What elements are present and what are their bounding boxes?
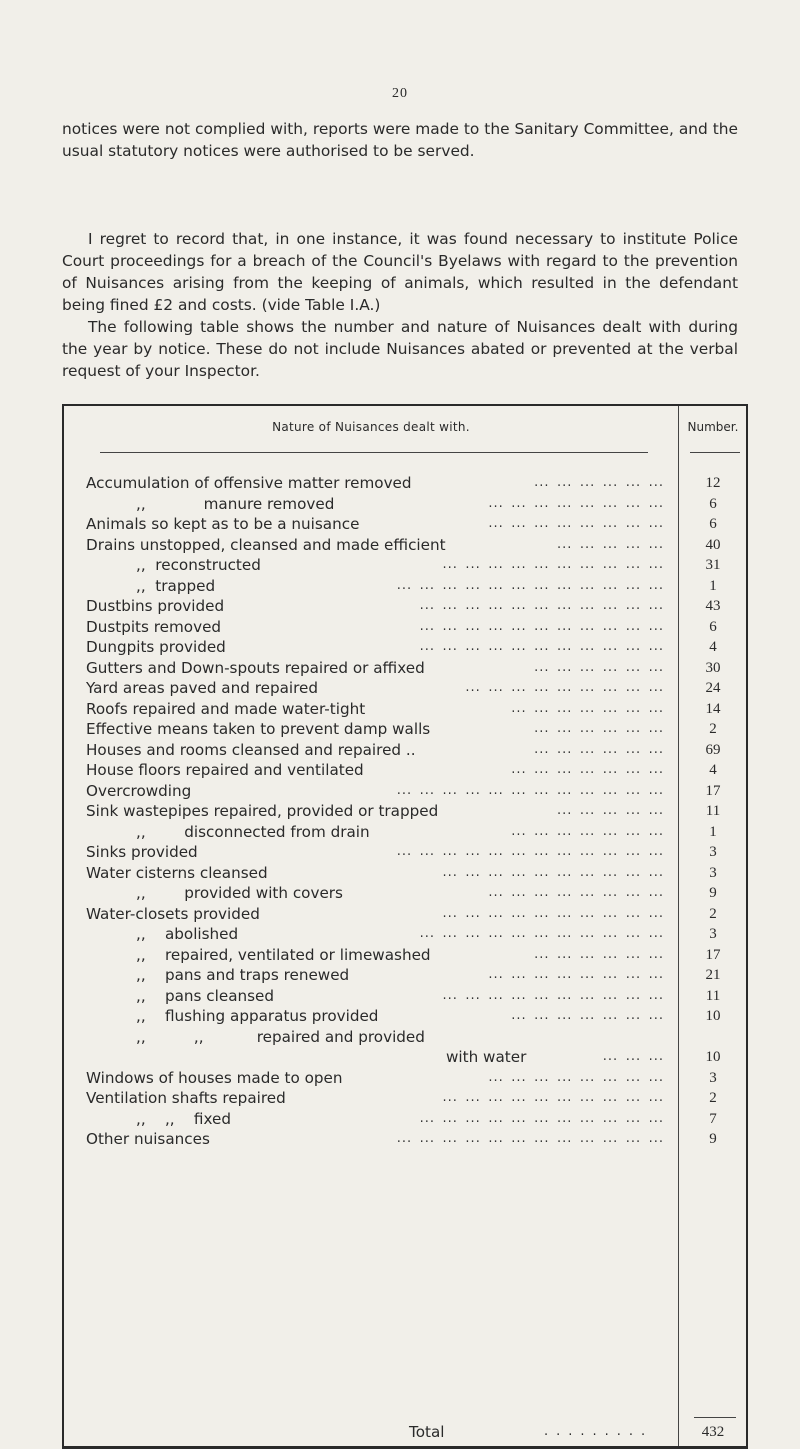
leader-dots: ... ... ... ... ... ... ... — [511, 823, 664, 839]
row-value: 69 — [705, 741, 721, 758]
row-label — [136, 1027, 670, 1048]
row-value: 11 — [705, 803, 721, 819]
row-label-text: Accumulation of offensive matter removed — [86, 474, 416, 492]
leader-dots: ... ... ... ... ... ... ... ... ... ... ... ... — [396, 1131, 664, 1146]
row-label-text: Windows of houses made to open — [86, 1069, 347, 1087]
row-label-text: House floors repaired and ventilated — [86, 761, 368, 779]
table-row — [64, 781, 748, 802]
total-row — [64, 1421, 748, 1443]
table-row — [64, 617, 748, 638]
table-row — [64, 986, 748, 1007]
row-label-text: Dustpits removed — [86, 618, 225, 636]
leader-dots: ... ... ... ... ... ... — [534, 946, 664, 962]
row-label-text: ,, repaired, ventilated or limewashed — [136, 946, 435, 964]
row-value: 4 — [709, 762, 717, 778]
table-row — [64, 945, 748, 966]
leader-dots: ... ... ... ... ... ... ... ... — [488, 967, 664, 982]
leader-dots: ... ... ... ... ... ... ... ... ... ... ... — [419, 598, 664, 613]
leader-dots: ... ... ... ... ... ... — [534, 721, 664, 736]
table-row — [64, 473, 748, 494]
leader-dots: ... ... ... ... ... ... ... ... ... ... ... ... — [396, 844, 664, 859]
row-label-text: ,, abolished — [136, 925, 242, 943]
row-label-text: ,, provided with covers — [136, 884, 347, 902]
row-label-text: Water cisterns cleansed — [86, 864, 272, 882]
table-row — [64, 1006, 748, 1027]
row-value: 17 — [705, 946, 721, 963]
leader-dots: ... ... ... ... ... ... ... ... ... ... — [442, 864, 664, 880]
row-label-text: ,, trapped — [136, 577, 219, 595]
table-row — [64, 904, 748, 925]
leader-dots: ... ... ... ... ... ... ... ... ... ... ... — [419, 1110, 664, 1126]
row-value: 21 — [705, 967, 721, 983]
table-row — [64, 576, 748, 597]
row-label-text: ,, ,, repaired and provided — [136, 1028, 429, 1046]
leader-dots: ... ... ... ... ... ... ... ... ... ... — [442, 1090, 664, 1105]
header-rule — [100, 452, 648, 453]
leader-dots: ... ... ... ... ... ... ... ... — [488, 516, 664, 531]
page-number: 20 — [392, 86, 408, 101]
table-row — [64, 1109, 748, 1130]
table-row — [64, 1088, 748, 1109]
row-value: 9 — [709, 1131, 717, 1147]
row-label-text: ,, manure removed — [136, 495, 338, 513]
row-label-text: Roofs repaired and made water-tight — [86, 700, 369, 718]
row-value: 11 — [705, 987, 721, 1004]
table-row — [64, 883, 748, 904]
row-value: 3 — [709, 1069, 717, 1086]
table-row — [64, 555, 748, 576]
table-row — [64, 535, 748, 556]
row-value: 6 — [709, 516, 717, 532]
table-row — [64, 596, 748, 617]
row-label-text: Sink wastepipes repaired, provided or trapped — [86, 802, 442, 820]
row-label-text: Other nuisances — [86, 1130, 214, 1148]
table-row — [64, 1129, 748, 1150]
total-label: Total — [409, 1423, 445, 1441]
leader-dots: ... ... ... ... ... ... ... — [511, 1008, 664, 1023]
row-value: 17 — [705, 782, 721, 799]
leader-dots: ... ... ... ... ... ... — [534, 659, 664, 675]
table-row — [64, 740, 748, 761]
row-label-text: Effective means taken to prevent damp walls — [86, 720, 434, 738]
table-row — [64, 1027, 748, 1068]
row-value: 40 — [705, 536, 721, 553]
table-row — [64, 760, 748, 781]
row-value: 1 — [709, 577, 717, 594]
table-row — [64, 1068, 748, 1089]
leader-dots: ... ... ... ... ... ... ... — [511, 762, 664, 777]
leader-dots: ... ... ... ... ... — [557, 536, 664, 552]
leader-dots: ...​...​... — [544, 1424, 654, 1439]
leader-dots: ... ... ... ... ... ... ... ... ... ... ... ... — [396, 577, 664, 593]
row-value: 3 — [709, 844, 717, 860]
paragraph-3: The following table shows the number and nature of Nuisances dealt with during the year by notice. These do not include Nuisances abated or prevented at the verbal request of your Inspector. — [62, 318, 738, 380]
row-value: 24 — [705, 680, 721, 696]
table-row — [64, 514, 748, 535]
row-label-text: Sinks provided — [86, 843, 202, 861]
header-rule — [690, 452, 740, 453]
row-value: 2 — [709, 1090, 717, 1106]
row-value: 3 — [709, 926, 717, 942]
row-label-text: Dustbins provided — [86, 597, 228, 615]
table-row — [64, 842, 748, 863]
row-label-text: ,, flushing apparatus provided — [136, 1007, 382, 1025]
leader-dots: ... ... ... ... ... ... ... — [511, 700, 664, 716]
row-label-text: Animals so kept as to be a nuisance — [86, 515, 363, 533]
paragraph-2: I regret to record that, in one instance, it was found necessary to institute Police Court proceedings for a breach of the Council's Byelaws with regard to the prevention of Nuisances arising from the keeping of animals, which resulted in the defendant being fined £2 and costs. (vide Table I.A.) — [62, 230, 738, 314]
leader-dots: ... ... ... ... ... ... ... ... — [488, 885, 664, 900]
row-value: 6 — [709, 618, 717, 635]
table-rows — [64, 473, 748, 1150]
row-value: 7 — [709, 1110, 717, 1127]
row-label-text: Houses and rooms cleansed and repaired .. — [86, 741, 420, 759]
table-row — [64, 637, 748, 658]
table-row — [64, 678, 748, 699]
row-value: 30 — [705, 659, 721, 676]
row-label-text: Dungpits provided — [86, 638, 230, 656]
leader-dots: ... ... ... ... ... ... ... ... ... ... ... — [419, 926, 664, 941]
row-value: 4 — [709, 639, 717, 655]
row-label-text: ,, pans and traps renewed — [136, 966, 353, 984]
total-rule — [694, 1417, 736, 1418]
table-row — [64, 863, 748, 884]
leader-dots: ... ... ... ... ... ... ... ... — [488, 495, 664, 511]
row-label-text: ,, pans cleansed — [136, 987, 278, 1005]
row-label-text: Overcrowding — [86, 782, 195, 800]
leader-dots: ... ... ... ... ... ... ... ... ... ... ... ... — [396, 782, 664, 798]
table-row — [64, 801, 748, 822]
header-nature: Nature of Nuisances dealt with. — [272, 420, 470, 434]
nuisances-table — [62, 404, 748, 1449]
leader-dots: ... ... ... ... ... ... ... ... ... ... — [442, 557, 664, 572]
row-label-text: ,, ,, fixed — [136, 1110, 235, 1128]
row-label-text: Drains unstopped, cleansed and made efficient — [86, 536, 450, 554]
row-value: 2 — [709, 905, 717, 922]
row-label-text: Yard areas paved and repaired — [86, 679, 322, 697]
leader-dots: ... ... ... ... ... ... ... ... ... ... — [442, 905, 664, 921]
table-row — [64, 494, 748, 515]
table-row — [64, 924, 748, 945]
table-row — [64, 719, 748, 740]
table-row — [64, 658, 748, 679]
row-value: 12 — [705, 475, 721, 491]
row-label-text: ,, reconstructed — [136, 556, 265, 574]
leader-dots: ... ... ... ... ... ... — [534, 475, 664, 490]
row-value: 3 — [709, 864, 717, 881]
header-number: Number. — [687, 420, 739, 434]
leader-dots: ... ... ... — [602, 1049, 664, 1064]
row-label-text: Water-closets provided — [86, 905, 264, 923]
leader-dots: ... ... ... ... ... — [557, 803, 664, 818]
row-value: 2 — [709, 721, 717, 737]
leader-dots: ... ... ... ... ... ... ... ... ... ... ... — [419, 639, 664, 654]
row-value: 1 — [709, 823, 717, 840]
row-value: 43 — [705, 598, 721, 614]
row-value: 6 — [709, 495, 717, 512]
leader-dots: ... ... ... ... ... ... ... ... ... ... ... — [419, 618, 664, 634]
row-value: 14 — [705, 700, 721, 717]
table-row — [64, 822, 748, 843]
row-value: 9 — [709, 885, 717, 901]
total-value: 432 — [701, 1424, 725, 1440]
leader-dots: ... ... ... ... ... ... ... ... ... ... — [442, 987, 664, 1003]
table-row — [64, 965, 748, 986]
row-label-text: Gutters and Down-spouts repaired or affixed — [86, 659, 429, 677]
paragraph-1: notices were not complied with, reports were made to the Sanitary Committee, and the usual statutory notices were authorised to be served. — [62, 120, 738, 160]
row-label-text: ,, disconnected from drain — [136, 823, 374, 841]
row-value: 31 — [705, 557, 721, 573]
row-label-text: Ventilation shafts repaired — [86, 1089, 290, 1107]
row-value: 10 — [705, 1049, 721, 1065]
leader-dots: ... ... ... ... ... ... — [534, 741, 664, 757]
row-value: 10 — [705, 1008, 721, 1024]
leader-dots: ... ... ... ... ... ... ... ... — [488, 1069, 664, 1085]
leader-dots: ... ... ... ... ... ... ... ... ... — [465, 680, 664, 695]
table-row — [64, 699, 748, 720]
row-label-text: with water — [446, 1048, 530, 1066]
